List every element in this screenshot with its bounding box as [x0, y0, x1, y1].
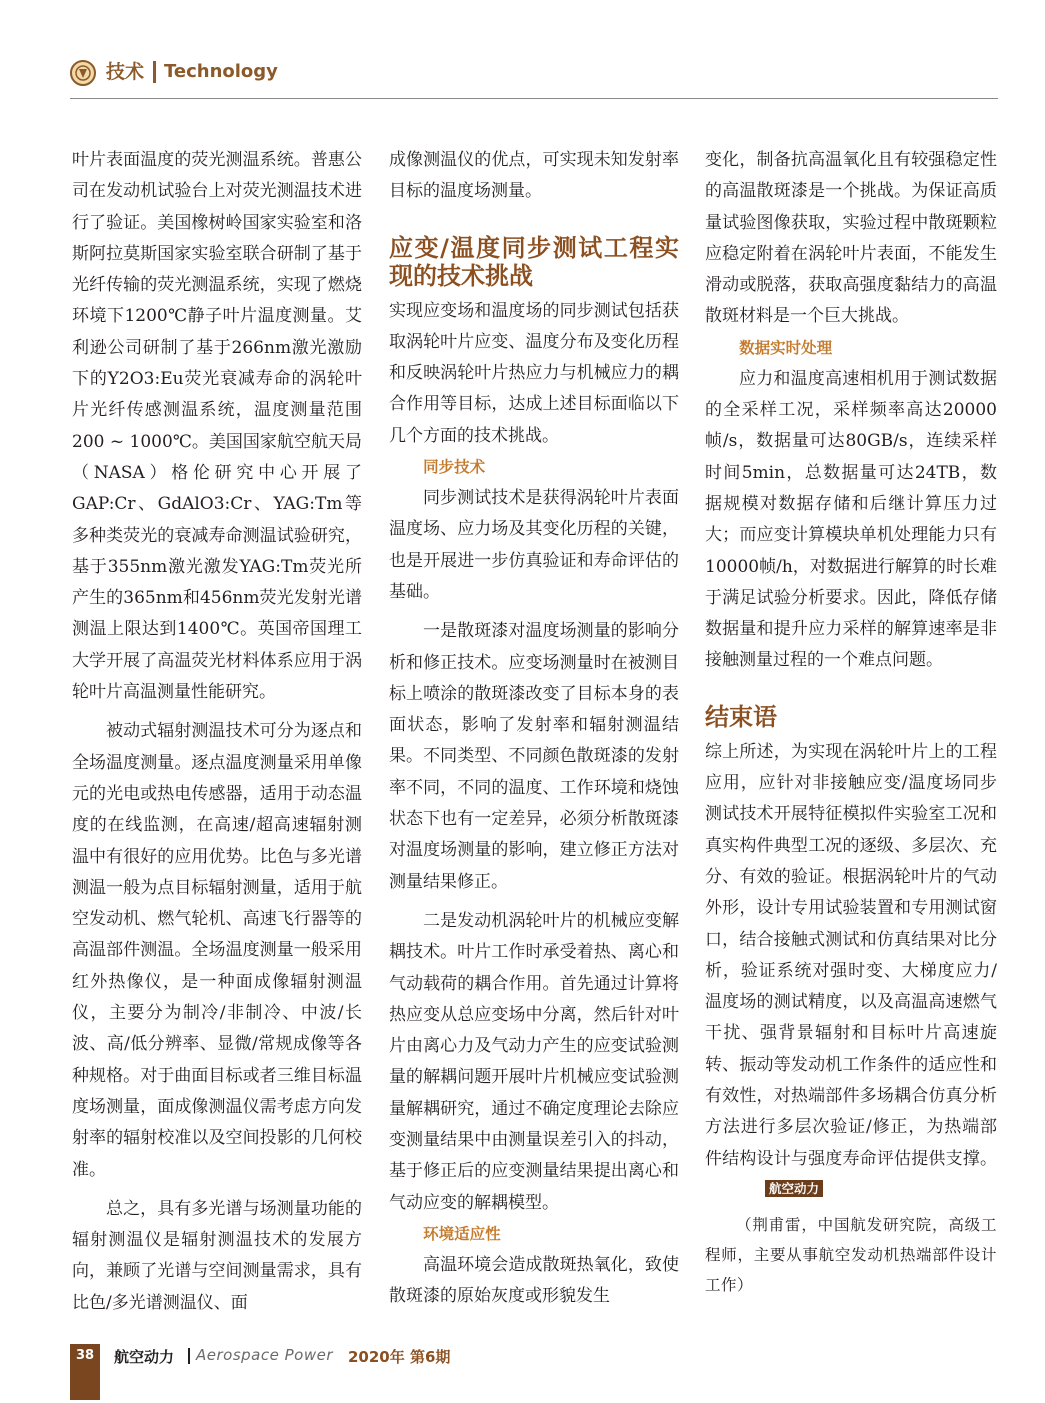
paragraph: 叶片表面温度的荧光测温系统。普惠公司在发动机试验台上对荧光测温技术进行了验证。美国橡树岭国家实验室和洛斯阿拉莫斯国家实验室联合研制了基于光纤传输的荧光测温系统，实现了燃烧环境下1200℃静子叶片温度测量。艾利逊公司研制了基于266nm激光激励下的Y2O3:Eu荧光衰减寿命的涡轮叶片光纤传感测温系统，温度测量范围200 ~ 1000℃。美国国家航空航天局（NASA）格伦研究中心开展了GAP:Cr、GdAlO3:Cr、YAG:Tm等多种类荧光的衰减寿命测温试验研究，基于355nm激光激发YAG:Tm荧光所产生的365nm和456nm荧光发射光谱测温上限达到1400℃。英国帝国理工大学开展了高温荧光材料体系应用于涡轮叶片高温测量性能研究。 [72, 150, 362, 703]
issue-label: 2020年 第6期 [348, 1348, 451, 1366]
paragraph: 变化，制备抗高温氧化且有较强稳定性的高温散斑漆是一个挑战。为保证高质量试验图像获取，实验过程中散斑颗粒应稳定附着在涡轮叶片表面，不能发生滑动或脱落，获取高强度黏结力的高温散斑材料是一个巨大挑战。 [705, 150, 997, 327]
subsection-heading: 数据实时处理 [739, 338, 833, 357]
section-title-en: Technology [164, 61, 278, 82]
paragraph [705, 737, 997, 1206]
header-rule [70, 98, 998, 99]
page-number-box [70, 1344, 100, 1400]
paragraph: 成像测温仪的优点，可实现未知发射率目标的温度场测量。 [389, 150, 679, 202]
author-note: （荆甫雷，中国航发研究院，高级工程师，主要从事航空发动机热端部件设计工作） [705, 1216, 997, 1295]
subsection-heading: 同步技术 [423, 458, 486, 477]
header-divider [153, 61, 156, 83]
conclusion-text: 综上所述，为实现在涡轮叶片上的工程应用，应针对非接触应变/温度场同步测试技术开展特征模拟件实验室工况和真实构件典型工况的逐级、多层次、充分、有效的验证。根据涡轮叶片的气动外形，设计专用试验装置和专用测试窗口，结合接触式测试和仿真结果对比分析，验证系统对强时变、大梯度应力/温度场的测试精度，以及高温高速燃气干扰、强背景辐射和目标叶片高速旋转、振动等发动机工作条件的适应性和有效性，对热端部件多场耦合仿真分析方法进行多层次验证/修正，为热端部件结构设计与强度寿命评估提供支撑。 [705, 741, 997, 1169]
journal-tag: 航空动力 [765, 1180, 823, 1197]
subsection-heading: 环境适应性 [423, 1224, 501, 1243]
paragraph: 一是散斑漆对温度场测量的影响分析和修正技术。应变场测量时在被测目标上喷涂的散斑漆改变了目标本身的表面状态，影响了发射率和辐射测温结果。不同类型、不同颜色散斑漆的发射率不同，不同的温度、工作环境和烧蚀状态下也有一定差异，必须分析散斑漆对温度场测量的影响，建立修正方法对测量结果修正。 [389, 621, 679, 892]
paragraph: 被动式辐射测温技术可分为逐点和全场温度测量。逐点温度测量采用单像元的光电或热电传感器，适用于动态温度的在线监测，在高速/超高速辐射测温中有很好的应用优势。比色与多光谱测温一般为点目标辐射测量，适用于航空发动机、燃气轮机、高速飞行器等的高温部件测温。全场温度测量一般采用红外热像仪，是一种面成像辐射测温仪，主要分为制冷/非制冷、中波/长波、高/低分辨率、显微/常规成像等各种规格。对于曲面目标或者三维目标温度场测量，面成像测温仪需考虑方向发射率的辐射校准以及空间投影的几何校准。 [72, 721, 362, 1180]
section-heading: 结束语 [705, 702, 777, 731]
column-right [705, 145, 997, 1300]
paragraph: 应力和温度高速相机用于测试数据的全采样工况，采样频率高达20000帧/s，数据量可达80GB/s，连续采样时间5min，总数据量可达24TB，数据规模对数据存储和后继计算压力过大；而应变计算模块单机处理能力只有10000帧/h，对数据进行解算的时长难于满足试验分析要求。因此，降低存储数据量和提升应力采样的解算速率是非接触测量过程的一个难点问题。 [705, 368, 997, 671]
paragraph: 二是发动机涡轮叶片的机械应变解耦技术。叶片工作时承受着热、离心和气动载荷的耦合作用。首先通过计算将热应变从总应变场中分离，然后针对叶片由离心力及气动力产生的应变试验测量的解耦问题开展叶片机械应变试验测量解耦研究，通过不确定度理论去除应变测量结果中由测量误差引入的抖动，基于修正后的应变测量结果提出离心和气动应变的解耦模型。 [389, 910, 679, 1213]
section-title-cn: 技术 [106, 61, 145, 83]
running-footer [70, 1344, 1000, 1400]
journal-name-en: Aerospace Power [196, 1346, 333, 1364]
footer-divider [188, 1348, 190, 1364]
paragraph: 同步测试技术是获得涡轮叶片表面温度场、应力场及其变化历程的关键，也是开展进一步仿真验证和寿命评估的基础。 [389, 488, 679, 602]
journal-emblem-icon [70, 60, 96, 86]
column-middle [389, 145, 679, 1313]
paragraph: 实现应变场和温度场的同步测试包括获取涡轮叶片应变、温度分布及变化历程和反映涡轮叶片热应力与机械应力的耦合作用等目标，达成上述目标面临以下几个方面的技术挑战。 [389, 300, 679, 446]
paragraph: 高温环境会造成散斑热氧化，致使散斑漆的原始灰度或形貌发生 [389, 1254, 679, 1307]
journal-name-cn: 航空动力 [114, 1348, 175, 1366]
page-number: 38 [75, 1348, 95, 1363]
column-left [72, 145, 362, 1319]
running-header [70, 58, 1000, 88]
paragraph: 总之，具有多光谱与场测量功能的辐射测温仪是辐射测温技术的发展方向，兼顾了光谱与空间测量需求，具有比色/多光谱测温仪、面 [72, 1198, 362, 1313]
section-heading: 应变/温度同步测试工程实现的技术挑战 [389, 233, 679, 290]
